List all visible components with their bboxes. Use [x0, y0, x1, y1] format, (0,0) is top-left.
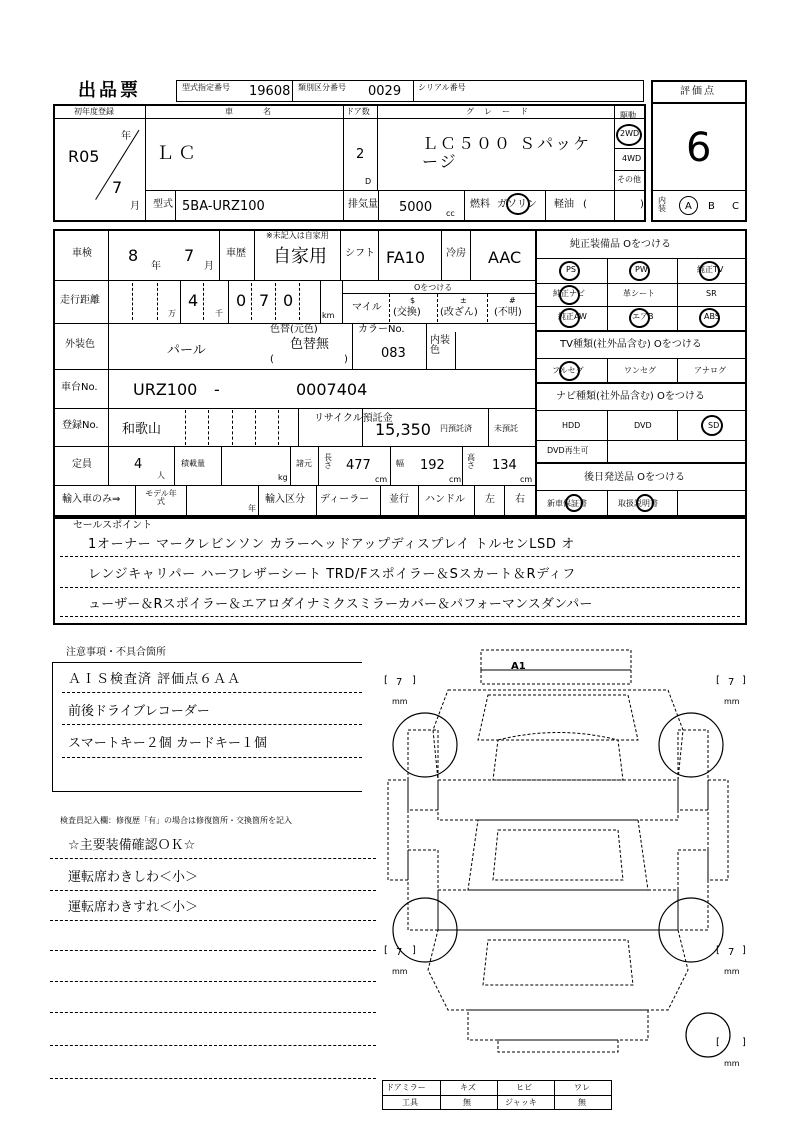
tv-oneseg: ワンセグ — [624, 366, 656, 375]
recycle-done: 円預託済 — [440, 424, 472, 433]
drive-4wd: 4WD — [622, 154, 642, 163]
handle-left: 左 — [485, 494, 495, 505]
legend-jack: ジャッキ — [505, 1098, 537, 1107]
shaken-label: 車検 — [72, 248, 92, 259]
equip-aw: 純正AW — [558, 312, 587, 321]
mileage-digit-1: 0 — [283, 291, 294, 310]
history-label: 車歴 — [226, 248, 246, 259]
tv-circle — [699, 261, 720, 281]
legend-tools: 工具 — [402, 1098, 418, 1107]
chassis-number: 0007404 — [296, 380, 368, 399]
tire-fl-mm: mm — [392, 697, 408, 706]
warranty-circle — [565, 494, 583, 512]
fullseg-circle — [559, 361, 580, 381]
shaken-month-unit: 月 — [204, 261, 214, 272]
handle-right: 右 — [515, 494, 525, 505]
docs-title: 後日発送品 Oをつける — [584, 472, 686, 483]
legend-scratch: キズ — [460, 1083, 476, 1092]
capacity-unit: 人 — [157, 471, 165, 480]
repaint-label: 色替(元色) — [270, 324, 318, 335]
equip-tv: 純正TV — [697, 265, 724, 274]
repaint-paren-close: ) — [344, 354, 348, 365]
displacement-label: 排気量 — [348, 199, 378, 210]
model-year-label: モデル年式 — [145, 489, 177, 506]
equip-abs: ABS — [704, 312, 720, 321]
mileage-digit-100: 0 — [236, 291, 247, 310]
drive-2wd: 2WD — [620, 129, 640, 138]
shift-value: FA10 — [386, 248, 426, 267]
header-code-box — [176, 80, 644, 102]
inspector-line-1: ☆主要装備確認ＯＫ☆ — [68, 838, 196, 853]
interior-a: A — [685, 201, 692, 212]
exterior-label: 外装色 — [65, 339, 95, 350]
navi-circle — [559, 285, 580, 305]
fuel-paren-close: ) — [640, 199, 644, 210]
aw-circle — [559, 308, 580, 328]
width-label: 幅 — [396, 459, 404, 468]
type-label: 型式 — [153, 199, 173, 210]
inspector-label: 検査員記入欄：修復歴「有」の場合は修復箇所・交換箇所を記入 — [60, 816, 292, 825]
equip-ps: PS — [566, 265, 576, 274]
sd-circle — [701, 415, 723, 436]
dims-label: 諸元 — [296, 459, 312, 468]
tire-fl-bracket: [ — [384, 675, 388, 686]
height-cm: cm — [520, 475, 533, 484]
mileage-mile: マイル — [352, 302, 382, 313]
tire-rr-value: 7 — [728, 947, 735, 958]
tire-fr-bracket-close: ] — [742, 675, 746, 686]
mileage-unknown: (不明) — [494, 307, 522, 318]
note-line-2: 前後ドライブレコーダー — [68, 704, 210, 719]
note-line-1: ＡＩＳ検査済 評価点６ＡＡ — [68, 672, 242, 687]
tire-spare-mm: mm — [724, 1059, 740, 1068]
docs-warranty: 新車保証書 — [547, 499, 587, 508]
shaken-year-unit: 年 — [151, 261, 161, 272]
height-label: 高さ — [467, 453, 475, 470]
manual-circle — [636, 494, 654, 512]
fuel-diesel: 軽油 — [554, 199, 574, 210]
width-value: 192 — [420, 458, 445, 473]
equip-sr: SR — [706, 289, 717, 298]
recycle-amount: 15,350 — [375, 420, 431, 439]
tire-rl-value: 7 — [396, 947, 403, 958]
import-parallel: 並行 — [389, 494, 409, 505]
length-label: 長さ — [324, 453, 332, 470]
tire-rl-bracket: [ — [384, 945, 388, 956]
legend-crack: ヒビ — [516, 1083, 532, 1092]
legend-tools-value: 無 — [463, 1098, 471, 1107]
drive-label: 駆動 — [620, 111, 636, 120]
model-num: 19608 — [249, 84, 291, 99]
recycle-not: 未預託 — [494, 424, 518, 433]
height-value: 134 — [492, 458, 517, 473]
repaint-paren-open: ( — [270, 354, 274, 365]
history-note: ※未記入は自家用 — [266, 231, 329, 240]
capacity-value: 4 — [134, 457, 143, 472]
tire-fr-value: 7 — [728, 677, 735, 688]
length-value: 477 — [346, 458, 371, 473]
interior-a-circle — [679, 196, 698, 215]
exchange-sym: $ — [410, 296, 416, 305]
class-num: 0029 — [368, 84, 402, 99]
sales-points-label: セールスポイント — [73, 520, 153, 531]
load-label: 積載量 — [181, 459, 205, 468]
score-value: 6 — [686, 125, 712, 171]
tv-fullseg: フルセグ — [552, 366, 584, 375]
class-num-label: 類別区分番号 — [298, 83, 346, 92]
model-num-label: 型式指定番号 — [182, 83, 230, 92]
inspector-line-2: 運転席わきしわ＜小＞ — [68, 870, 199, 885]
registration-label: 登録No. — [62, 420, 99, 431]
tire-fr-mm: mm — [724, 697, 740, 706]
doors-d: D — [365, 177, 372, 186]
equip-airbag: エアB — [632, 312, 654, 321]
interior-b: B — [708, 201, 715, 212]
drive-other: その他 — [617, 175, 641, 184]
ac-label: 冷房 — [446, 248, 466, 259]
registration-value: 和歌山 — [122, 422, 162, 437]
tv-analog: アナログ — [694, 366, 726, 375]
airbag-circle — [629, 308, 650, 328]
km-unit: km — [322, 311, 335, 320]
navi-title: ナビ種類(社外品含む) Oをつける — [556, 391, 705, 402]
first-reg-month: 7 — [112, 178, 123, 197]
grade-label: グレード — [466, 107, 538, 116]
color-no-label: カラーNo. — [358, 324, 405, 335]
ps-circle — [559, 261, 580, 281]
tire-rr-mm: mm — [724, 967, 740, 976]
tire-fl-value: 7 — [396, 677, 403, 688]
import-label: 輸入車のみ⇒ — [62, 494, 121, 505]
mileage-exchange: (交換) — [393, 307, 421, 318]
shaken-year: 8 — [128, 246, 139, 265]
handle-label: ハンドル — [425, 494, 465, 505]
interior-label: 内装 — [658, 196, 666, 213]
car-name-label: 車名 — [225, 107, 301, 116]
model-type: 5BA-URZ100 — [182, 199, 265, 214]
history-value: 自家用 — [273, 246, 327, 267]
man-unit: 万 — [168, 309, 176, 318]
exterior-color: パール — [167, 343, 206, 358]
doors-value: 2 — [356, 147, 365, 162]
width-cm: cm — [449, 475, 462, 484]
chassis-label: 車台No. — [61, 382, 98, 393]
chassis-prefix: URZ100 — [133, 380, 198, 399]
pw-circle — [629, 261, 650, 281]
equipment-title: 純正装備品 Oをつける — [570, 239, 672, 250]
color-no: 083 — [381, 346, 406, 361]
capacity-label: 定員 — [72, 459, 92, 470]
fuel-circle — [506, 193, 530, 215]
displacement: 5000 — [399, 200, 433, 215]
mileage-label: 走行距離 — [60, 295, 100, 306]
serial-label: シリアル番号 — [418, 83, 466, 92]
mileage-digit-10k: 4 — [188, 291, 199, 310]
tire-spare-bracket-close: ] — [742, 1037, 746, 1048]
mileage-tamper: (改ざん) — [440, 307, 478, 318]
tire-spare-bracket: [ — [716, 1037, 720, 1048]
fuel-paren-open: ( — [583, 199, 587, 210]
doors-label: ドア数 — [346, 107, 370, 116]
equip-leather: 革シート — [623, 289, 655, 298]
fuel-label: 燃料 — [470, 199, 490, 210]
tire-fl-bracket-close: ] — [412, 675, 416, 686]
score-label: 評価点 — [680, 86, 716, 97]
sales-point-line-3: ューザー＆Rスポイラー＆エアロダイナミクスミラーカバー＆パフォーマンスダンパー — [88, 597, 593, 612]
sen-unit: 千 — [215, 309, 223, 318]
tire-rl-bracket-close: ] — [412, 945, 416, 956]
abs-circle — [699, 308, 720, 328]
navi-sd: SD — [708, 421, 720, 430]
month-unit: 月 — [130, 201, 140, 212]
interior-c: C — [732, 201, 739, 212]
legend-break: ワレ — [574, 1083, 590, 1092]
recycle-label: リサイクル預託金 — [314, 413, 393, 424]
sales-point-line-1: 1オーナー マークレビンソン カラーヘッドアップディスプレイ トルセンLSD オ — [88, 537, 575, 552]
ac-value: AAC — [488, 248, 522, 267]
kg-unit: kg — [278, 473, 288, 482]
navi-dvd: DVD — [634, 421, 652, 430]
mileage-digit-10: 7 — [259, 291, 270, 310]
legend-mirror: ドアミラー — [386, 1083, 426, 1092]
repaint-value: 色替無 — [290, 337, 330, 352]
mileage-circle-note: Oをつける — [414, 283, 453, 292]
unknown-sym: # — [509, 296, 516, 305]
docs-manual: 取扱説明書 — [618, 499, 658, 508]
dvd-play: DVD再生可 — [547, 446, 589, 455]
import-dealer: ディーラー — [320, 494, 370, 505]
tire-rr-bracket: [ — [716, 945, 720, 956]
first-reg-label: 初年度登録 — [74, 107, 114, 116]
sales-point-line-2: レンジキャリパー ハーフレザーシート TRD/Fスポイラー＆Sスカート＆Rディフ — [88, 567, 576, 582]
tire-rl-mm: mm — [392, 967, 408, 976]
form-title: 出品票 — [78, 80, 141, 101]
inspector-line-3: 運転席わきすれ＜小＞ — [68, 900, 199, 915]
import-type-label: 輸入区分 — [265, 494, 305, 505]
grade-line1: ＬＣ５００ Ｓパッケ — [422, 134, 592, 153]
navi-hdd: HDD — [562, 421, 581, 430]
car-name: ＬＣ — [156, 143, 200, 164]
notes-label: 注意事項・不具合箇所 — [66, 647, 166, 658]
drive-2wd-circle — [616, 124, 642, 146]
interior-color-label: 内装色 — [430, 335, 450, 356]
chassis-dash: - — [214, 380, 220, 399]
fuel-gasoline: ガソリン — [497, 199, 537, 210]
tamper-sym: ± — [460, 296, 467, 305]
shaken-month: 7 — [184, 246, 195, 265]
tv-title: TV種類(社外品含む) Oをつける — [560, 339, 702, 350]
cc-unit: cc — [446, 209, 455, 218]
legend-jack-value: 無 — [578, 1098, 586, 1107]
car-body-diagram — [378, 640, 758, 1080]
shift-label: シフト — [345, 248, 375, 259]
tire-rr-bracket-close: ] — [742, 945, 746, 956]
equip-navi: 純正ナビ — [553, 289, 585, 298]
damage-code-a1: A1 — [511, 661, 526, 672]
import-year-unit: 年 — [248, 504, 256, 513]
length-cm: cm — [375, 475, 388, 484]
tire-fr-bracket: [ — [716, 675, 720, 686]
grade-line2: ージ — [422, 152, 458, 171]
note-line-3: スマートキー２個 カードキー１個 — [68, 736, 267, 751]
first-reg-era: R05 — [68, 147, 100, 166]
equip-pw: PW — [635, 265, 648, 274]
year-unit: 年 — [121, 131, 131, 142]
